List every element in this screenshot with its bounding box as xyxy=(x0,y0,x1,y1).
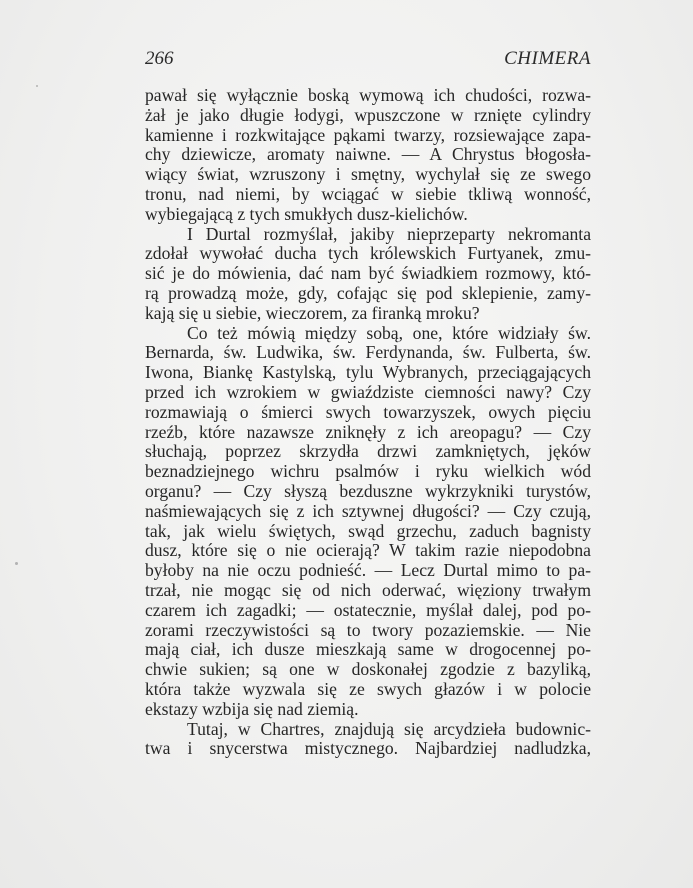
text-line: rzeźb, które nazawsze zniknęły z ich areopagu? — Czy xyxy=(145,421,591,442)
body-text xyxy=(145,86,591,759)
text-line: Co też mówią między sobą, one, które widziały św. xyxy=(187,322,591,343)
text-line: twa i snycerstwa mistycznego. Najbardziej nadludzka, xyxy=(145,738,591,759)
text-line: ekstazy wzbija się nad ziemią. xyxy=(145,698,359,719)
running-title: CHIMERA xyxy=(504,48,591,69)
text-line: która także wyzwala się ze swych głazów i w polocie xyxy=(145,678,591,699)
text-line: mają ciał, ich dusze mieszkają same w drogocennej po- xyxy=(145,639,591,660)
text-line: czarem ich zagadki; — ostatecznie, myślał dalej, pod po- xyxy=(145,599,591,620)
text-line: I Durtal rozmyślał, jakiby nieprzeparty nekromanta xyxy=(187,223,591,244)
text-line: Iwona, Biankę Kastylską, tylu Wybranych, przeciągających xyxy=(145,362,591,383)
text-line: przed ich wzrokiem w gwiaździste ciemności nawy? Czy xyxy=(145,381,591,402)
page-number: 266 xyxy=(145,48,174,69)
text-line: tak, jak wielu świętych, swąd grzechu, zaduch bagnisty xyxy=(145,520,591,541)
text-line: zdołał wywołać ducha tych królewskich Furtyanek, zmu- xyxy=(145,243,591,264)
text-line: rą prowadzą może, gdy, cofając się pod sklepienie, zamy- xyxy=(145,282,591,303)
text-line: pawał się wyłącznie boską wymową ich chudości, rozwa- xyxy=(145,85,591,105)
paragraph xyxy=(145,324,591,720)
text-line: byłoby na nie oczu podnieść. — Lecz Durtal mimo to pa- xyxy=(145,560,591,581)
paragraph xyxy=(145,225,591,324)
text-line: dusz, które się o nie ocierają? W takim razie niepodobna xyxy=(145,540,591,561)
paragraph xyxy=(145,720,591,760)
text-line: zorami rzeczywistości są to twory pozaziemskie. — Nie xyxy=(145,619,591,640)
paragraph xyxy=(145,86,591,225)
text-line: kamienne i rozkwitające pąkami twarzy, rozsiewające zapa- xyxy=(145,124,591,145)
text-line: żał je jako długie łodygi, wpuszczone w rznięte cylindry xyxy=(145,104,591,125)
text-line: rozmawiają o śmierci swych towarzyszek, owych pięciu xyxy=(145,401,591,422)
text-line: tronu, nad niemi, by wciągać w siebie tkliwą wonność, xyxy=(145,183,591,204)
text-line: naśmiewających się z ich sztywnej długości? — Czy czują, xyxy=(145,500,591,521)
text-line: słuchają, poprzez skrzydła drzwi zamkniętych, jęków xyxy=(145,441,591,462)
text-line: sić je do mówienia, dać nam być świadkiem rozmowy, któ- xyxy=(145,263,591,284)
text-line: chy dziewicze, aromaty naiwne. — A Chrystus błogosła- xyxy=(145,144,591,165)
paper-speck xyxy=(36,85,38,87)
text-line: wybiegającą z tych smukłych dusz-kielichów. xyxy=(145,203,468,224)
text-line: chwie sukien; są one w doskonałej zgodzie z bazyliką, xyxy=(145,659,591,680)
page-header xyxy=(145,48,591,72)
text-line: beznadziejnego wichru psalmów i ryku wielkich wód xyxy=(145,461,591,482)
text-line: Bernarda, św. Ludwika, św. Ferdynanda, św. Fulberta, św. xyxy=(145,342,591,363)
paper-speck xyxy=(15,562,18,565)
text-line: kają się u siebie, wieczorem, za firanką mroku? xyxy=(145,302,480,323)
text-line: wiący świat, wzruszony i smętny, wychylał się ze swego xyxy=(145,164,591,185)
text-line: Tutaj, w Chartres, znajdują się arcydzieła budownic- xyxy=(187,718,591,739)
text-line: organu? — Czy słyszą bezduszne wykrzykniki turystów, xyxy=(145,480,591,501)
text-line: trzał, nie mogąc się od nich oderwać, więziony trwałym xyxy=(145,579,591,600)
